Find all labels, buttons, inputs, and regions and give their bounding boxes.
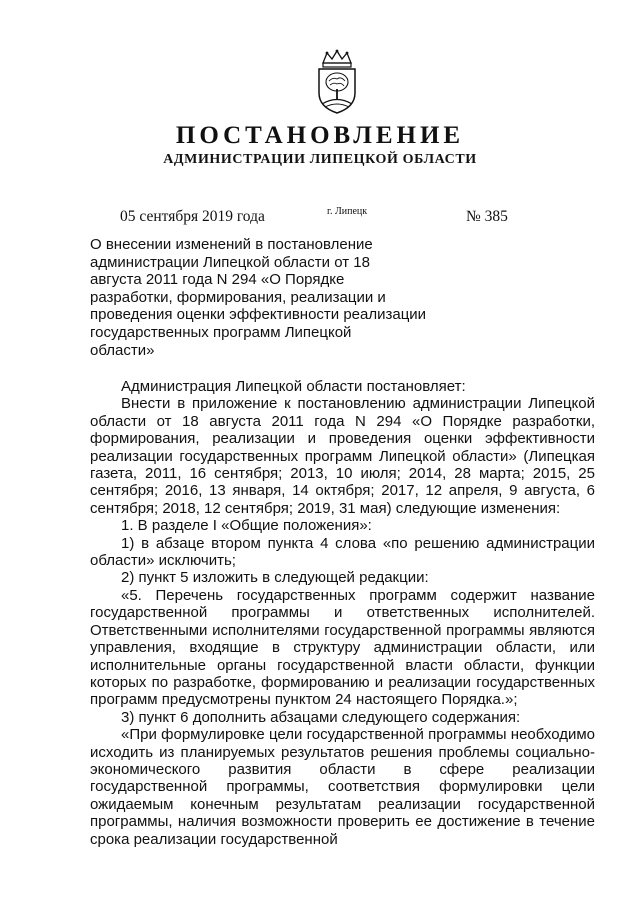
body-paragraph: Администрация Липецкой области постановляет: [121,378,466,395]
body-paragraph: 1) в абзаце втором пункта 4 слова «по решению администрации области» исключить; [90,534,595,570]
body-paragraph: 1. В разделе I «Общие положения»: [121,517,372,535]
document-date: 05 сентября 2019 года [120,208,265,225]
subject-line: разработки, формирования, реализации и [90,288,386,306]
body-paragraph: 3) пункт 6 дополнить абзацами следующего содержания: [121,708,521,726]
document-subtitle: АДМИНИСТРАЦИИ ЛИПЕЦКОЙ ОБЛАСТИ [163,152,477,167]
body-paragraph: Внести в приложение к постановлению администрации Липецкой области от 18 августа 2011 года N 294 «О Порядке разработки, формирования, реализации и проведения оценки эффективности реализации государственных программ Липецкой области» (Липецкая газета, 2011, 16 сентября; 2013, 10 июля; 2014, 28 марта; 2015, 25 сентября; 2016, 13 января, 14 октября; 2017, 12 апреля, 9 августа, 6 сентября; 2018, 12 сентября; 2019, 31 мая) следующие изменения: [90,395,595,517]
lipetsk-coat-of-arms-icon [313,49,361,115]
subject-line: О внесении изменений в постановление [90,236,373,253]
body-paragraph: 2) пункт 5 изложить в следующей редакции: [121,569,429,587]
document-number: № 385 [466,208,508,225]
body-paragraph: «При формулировке цели государственной программы необходимо исходить из планируемых результатов решения проблемы социально-экономического развития области в сфере реализации государственной программы, соответствия формулировки цели ожидаемым конечным результатам реализации государственной программы, наличия возможности проверить ее достижение в течение срока реализации государственной [90,726,595,848]
document-title: ПОСТАНОВЛЕНИЕ [175,122,465,149]
document-body [90,378,595,848]
body-paragraph: «5. Перечень государственных программ содержит название государственной программы и ответственных исполнителей. Ответственными исполнителями государственной программы являются управления, входящие в структуру администрации области, или исполнительные органы государственной власти области, функции которых по разработке, формированию и реализации государственных программ предусмотрены пунктом 24 настоящего Порядка.»; [90,586,595,709]
subject-line: области» [90,341,155,359]
subject-line: администрации Липецкой области от 18 [90,253,370,271]
document-city: г. Липецк [327,206,368,217]
subject-line: государственных программ Липецкой [90,323,352,341]
document-subject [90,236,427,359]
subject-line: августа 2011 года N 294 «О Порядке [90,271,345,289]
subject-line: проведения оценки эффективности реализации [90,306,427,324]
